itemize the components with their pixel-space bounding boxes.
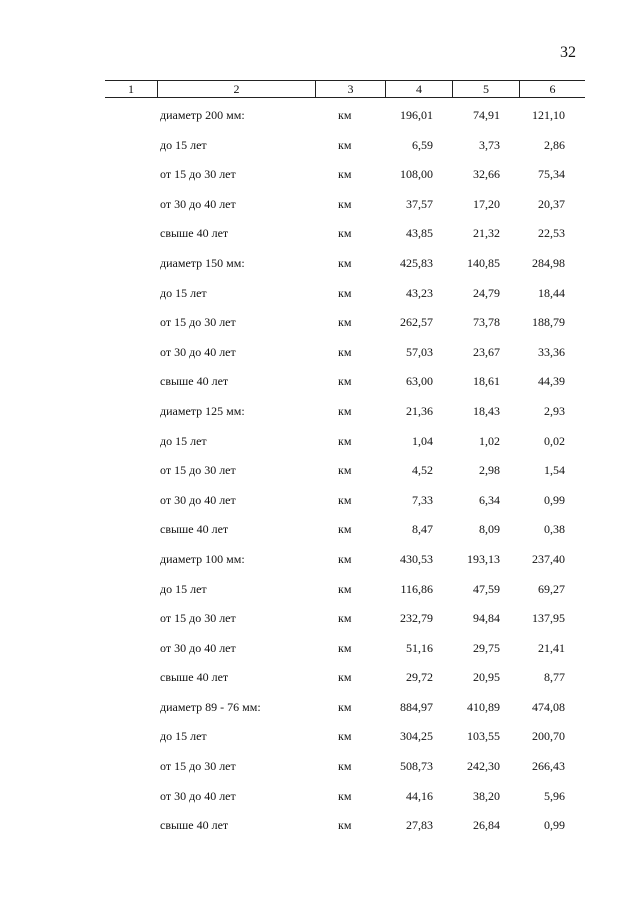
table-row [105, 574, 585, 604]
row-value-col-6: 22,53 [538, 226, 565, 241]
row-value-col-4: 21,36 [406, 403, 433, 418]
row-value-col-6: 474,08 [532, 699, 565, 714]
table-row [105, 603, 585, 633]
row-value-col-6: 188,79 [532, 315, 565, 330]
row-label: от 15 до 30 лет [160, 167, 236, 182]
row-unit: км [338, 374, 352, 389]
row-value-col-5: 3,73 [479, 137, 500, 152]
row-value-col-5: 32,66 [473, 167, 500, 182]
row-value-col-6: 121,10 [532, 108, 565, 122]
row-value-col-5: 47,59 [473, 581, 500, 596]
row-value-col-6: 33,36 [538, 344, 565, 359]
row-value-col-5: 193,13 [467, 551, 500, 566]
row-value-col-4: 116,86 [400, 581, 433, 596]
row-value-col-4: 27,83 [406, 818, 433, 833]
row-value-col-6: 237,40 [532, 551, 565, 566]
row-unit: км [338, 788, 352, 803]
row-value-col-4: 43,85 [406, 226, 433, 241]
row-value-col-4: 43,23 [406, 285, 433, 300]
row-value-col-6: 200,70 [532, 729, 565, 744]
row-value-col-5: 94,84 [473, 611, 500, 626]
page-number: 32 [560, 44, 576, 61]
table-row [105, 455, 585, 485]
row-unit: км [338, 670, 352, 685]
row-value-col-6: 0,99 [544, 818, 565, 833]
row-value-col-5: 8,09 [479, 522, 500, 537]
table-row [105, 159, 585, 189]
row-unit: км [338, 403, 352, 418]
row-value-col-6: 2,93 [544, 403, 565, 418]
row-unit: км [338, 285, 352, 300]
row-unit: км [338, 818, 352, 833]
row-value-col-5: 140,85 [467, 255, 500, 270]
row-label: от 15 до 30 лет [160, 463, 236, 478]
row-label: до 15 лет [160, 433, 207, 448]
table-row [105, 189, 585, 219]
row-label: свыше 40 лет [160, 670, 229, 685]
row-value-col-5: 21,32 [473, 226, 500, 241]
row-unit: км [338, 492, 352, 507]
table-row [105, 751, 585, 781]
table-row [105, 810, 585, 840]
row-label: до 15 лет [160, 137, 207, 152]
table-header [105, 80, 585, 98]
row-label: диаметр 125 мм: [160, 403, 245, 418]
row-unit: км [338, 581, 352, 596]
row-label: от 30 до 40 лет [160, 640, 236, 655]
table-row [105, 426, 585, 456]
row-label: от 30 до 40 лет [160, 196, 236, 211]
table-row [105, 662, 585, 692]
row-unit: км [338, 226, 352, 241]
row-value-col-5: 242,30 [467, 759, 500, 774]
row-value-col-4: 4,52 [412, 463, 433, 478]
row-value-col-6: 0,38 [544, 522, 565, 537]
row-unit: км [338, 699, 352, 714]
table-row [105, 692, 585, 722]
row-value-col-4: 29,72 [406, 670, 433, 685]
row-value-col-5: 73,78 [473, 315, 500, 330]
row-value-col-4: 232,79 [400, 611, 433, 626]
header-col-5: 5 [452, 81, 519, 97]
row-label: диаметр 89 - 76 мм: [160, 699, 261, 714]
row-value-col-5: 1,02 [479, 433, 500, 448]
row-value-col-5: 18,43 [473, 403, 500, 418]
row-label: диаметр 150 мм: [160, 255, 245, 270]
row-value-col-4: 262,57 [400, 315, 433, 330]
row-unit: км [338, 729, 352, 744]
table-row [105, 278, 585, 308]
table-row [105, 485, 585, 515]
row-value-col-5: 24,79 [473, 285, 500, 300]
row-label: до 15 лет [160, 285, 207, 300]
table-row [105, 248, 585, 278]
row-unit: км [338, 640, 352, 655]
row-label: диаметр 200 мм: [160, 108, 245, 122]
row-value-col-4: 1,04 [412, 433, 433, 448]
table-body [105, 100, 585, 840]
row-label: до 15 лет [160, 729, 207, 744]
row-value-col-5: 103,55 [467, 729, 500, 744]
table-row [105, 633, 585, 663]
row-label: свыше 40 лет [160, 374, 229, 389]
table-row [105, 307, 585, 337]
row-value-col-6: 18,44 [538, 285, 565, 300]
row-value-col-6: 1,54 [544, 463, 565, 478]
table-row [105, 781, 585, 811]
row-value-col-6: 20,37 [538, 196, 565, 211]
row-value-col-4: 425,83 [400, 255, 433, 270]
row-value-col-4: 108,00 [400, 167, 433, 182]
row-value-col-4: 304,25 [400, 729, 433, 744]
row-unit: км [338, 137, 352, 152]
header-col-2: 2 [157, 81, 315, 97]
row-value-col-4: 884,97 [400, 699, 433, 714]
row-label: свыше 40 лет [160, 226, 229, 241]
row-label: от 30 до 40 лет [160, 492, 236, 507]
row-label: от 30 до 40 лет [160, 344, 236, 359]
row-value-col-6: 284,98 [532, 255, 565, 270]
row-value-col-5: 29,75 [473, 640, 500, 655]
row-value-col-6: 69,27 [538, 581, 565, 596]
row-label: диаметр 100 мм: [160, 551, 245, 566]
row-value-col-6: 0,99 [544, 492, 565, 507]
row-value-col-5: 6,34 [479, 492, 500, 507]
row-value-col-4: 430,53 [400, 551, 433, 566]
table-row [105, 337, 585, 367]
header-col-6: 6 [519, 81, 585, 97]
row-value-col-4: 8,47 [412, 522, 433, 537]
row-label: от 15 до 30 лет [160, 759, 236, 774]
row-value-col-5: 2,98 [479, 463, 500, 478]
table-row [105, 100, 585, 130]
table-row [105, 130, 585, 160]
row-unit: км [338, 315, 352, 330]
row-value-col-5: 38,20 [473, 788, 500, 803]
row-label: от 15 до 30 лет [160, 315, 236, 330]
row-value-col-6: 75,34 [538, 167, 565, 182]
row-value-col-4: 51,16 [406, 640, 433, 655]
row-value-col-5: 23,67 [473, 344, 500, 359]
row-value-col-6: 21,41 [538, 640, 565, 655]
row-unit: км [338, 196, 352, 211]
table-row [105, 544, 585, 574]
row-value-col-5: 18,61 [473, 374, 500, 389]
row-value-col-6: 5,96 [544, 788, 565, 803]
row-label: свыше 40 лет [160, 522, 229, 537]
row-unit: км [338, 759, 352, 774]
header-col-3: 3 [315, 81, 385, 97]
table-row [105, 396, 585, 426]
row-label: от 30 до 40 лет [160, 788, 236, 803]
table-row [105, 218, 585, 248]
row-value-col-4: 7,33 [412, 492, 433, 507]
row-label: от 15 до 30 лет [160, 611, 236, 626]
row-value-col-5: 74,91 [473, 108, 500, 122]
row-unit: км [338, 344, 352, 359]
row-value-col-5: 410,89 [467, 699, 500, 714]
row-value-col-5: 20,95 [473, 670, 500, 685]
header-col-4: 4 [385, 81, 452, 97]
row-unit: км [338, 433, 352, 448]
row-value-col-5: 17,20 [473, 196, 500, 211]
table-row [105, 366, 585, 396]
row-value-col-4: 196,01 [400, 108, 433, 122]
row-value-col-4: 6,59 [412, 137, 433, 152]
row-value-col-4: 57,03 [406, 344, 433, 359]
row-value-col-6: 137,95 [532, 611, 565, 626]
row-label: свыше 40 лет [160, 818, 229, 833]
row-unit: км [338, 255, 352, 270]
table-row [105, 514, 585, 544]
row-unit: км [338, 108, 352, 122]
row-value-col-6: 44,39 [538, 374, 565, 389]
row-unit: км [338, 551, 352, 566]
table-row [105, 721, 585, 751]
row-label: до 15 лет [160, 581, 207, 596]
row-value-col-4: 44,16 [406, 788, 433, 803]
row-value-col-4: 508,73 [400, 759, 433, 774]
row-unit: км [338, 522, 352, 537]
row-value-col-4: 37,57 [406, 196, 433, 211]
row-value-col-4: 63,00 [406, 374, 433, 389]
row-value-col-6: 2,86 [544, 137, 565, 152]
header-col-1: 1 [128, 82, 134, 96]
row-value-col-6: 8,77 [544, 670, 565, 685]
row-unit: км [338, 167, 352, 182]
row-value-col-6: 266,43 [532, 759, 565, 774]
row-unit: км [338, 463, 352, 478]
row-value-col-5: 26,84 [473, 818, 500, 833]
row-value-col-6: 0,02 [544, 433, 565, 448]
row-unit: км [338, 611, 352, 626]
